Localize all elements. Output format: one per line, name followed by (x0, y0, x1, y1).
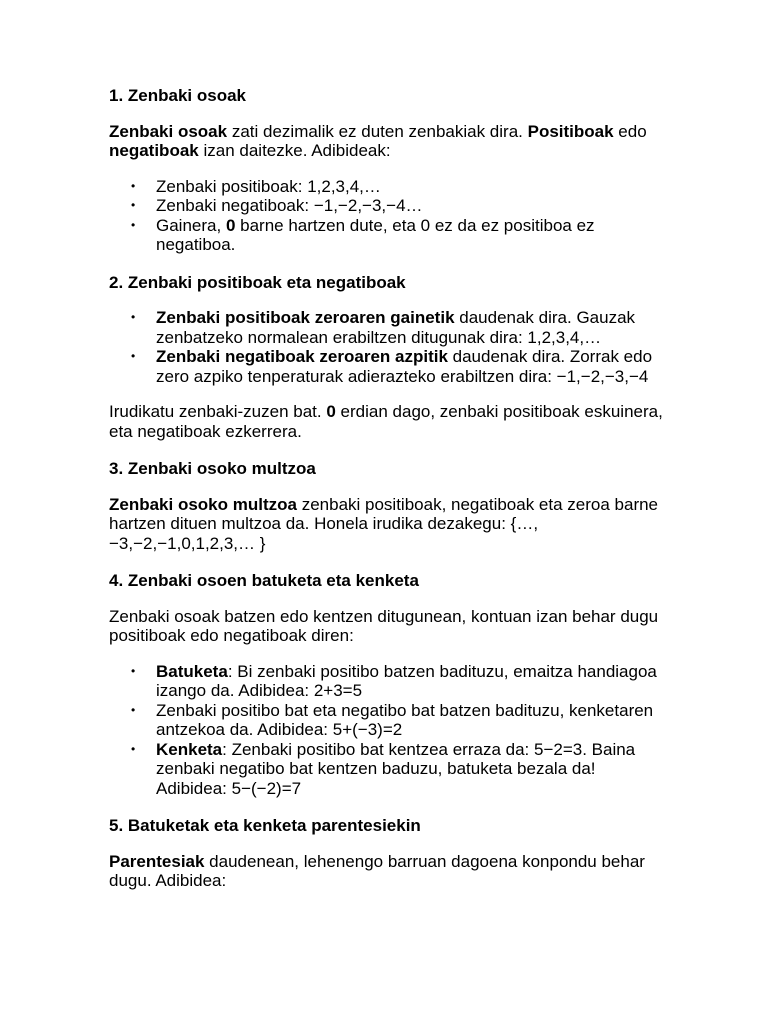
section-2-paragraph: Irudikatu zenbaki-zuzen bat. 0 erdian dago, zenbaki positiboak eskuinera, eta negatiboak ezkerrera. (109, 402, 663, 441)
document-page (109, 86, 669, 891)
section-1-list (109, 177, 669, 255)
term-zenbaki-osoko-multzoa: Zenbaki osoko multzoa (109, 494, 297, 514)
term-negatiboak: negatiboak (109, 141, 199, 160)
section-3-heading: 3. Zenbaki osoko multzoa (109, 459, 316, 478)
section-4-heading: 4. Zenbaki osoen batuketa eta kenketa (109, 571, 419, 590)
section-4-paragraph: Zenbaki osoak batzen edo kentzen ditugunean, kontuan izan behar dugu positiboak edo negatiboak diren: (109, 606, 659, 645)
list-item: • Zenbaki positiboak: 1,2,3,4,… (156, 177, 669, 197)
section-5-heading: 5. Batuketak eta kenketa parentesiekin (109, 816, 421, 835)
term-zenbaki-osoak: Zenbaki osoak (109, 121, 228, 141)
term-positiboak: Positiboak (527, 121, 614, 141)
term-parentesiak: Parentesiak (109, 851, 205, 871)
list-item: • Kenketa: Zenbaki positibo bat kentzea erraza da: 5−2=3. Baina zenbaki negatibo bat kentzen baduzu, batuketa bezala da! Adibidea: 5−(−2)=7 (156, 740, 669, 799)
list-item: • Zenbaki negatiboak: −1,−2,−3,−4… (156, 196, 669, 216)
section-4-list (109, 662, 669, 799)
section-3-paragraph: Zenbaki osoko multzoa zenbaki positiboak, negatiboak eta zeroa barne hartzen dituen multzoa da. Honela irudika dezakegu: {…, −3,−2,−1,0,1,2,3,… } (109, 494, 659, 553)
list-item: • Zenbaki negatiboak zeroaren azpitik daudenak dira. Zorrak edo zero azpiko tenperaturak adierazteko erabiltzen dira: −1,−2,−3,−4 (156, 347, 669, 386)
list-item: • Batuketa: Bi zenbaki positibo batzen badituzu, emaitza handiagoa izango da. Adibidea: 2+3=5 (156, 662, 669, 701)
section-1-intro: Zenbaki osoak zati dezimalik ez duten zenbakiak dira. Positiboak edo negatiboak izan daitezke. Adibideak: (109, 121, 647, 160)
section-1-heading: 1. Zenbaki osoak (109, 86, 246, 105)
list-item: • Gainera, 0 barne hartzen dute, eta 0 ez da ez positiboa ez negatiboa. (156, 216, 669, 255)
list-item: • Zenbaki positiboak zeroaren gainetik daudenak dira. Gauzak zenbatzeko normalean erabiltzen ditugunak dira: 1,2,3,4,… (156, 308, 669, 347)
section-5-paragraph: Parentesiak daudenean, lehenengo barruan dagoena konpondu behar dugu. Adibidea: (109, 851, 645, 890)
list-item: • Zenbaki positibo bat eta negatibo bat batzen badituzu, kenketaren antzekoa da. Adibidea: 5+(−3)=2 (156, 701, 669, 740)
section-2-heading: 2. Zenbaki positiboak eta negatiboak (109, 272, 406, 292)
section-2-list (109, 308, 669, 386)
